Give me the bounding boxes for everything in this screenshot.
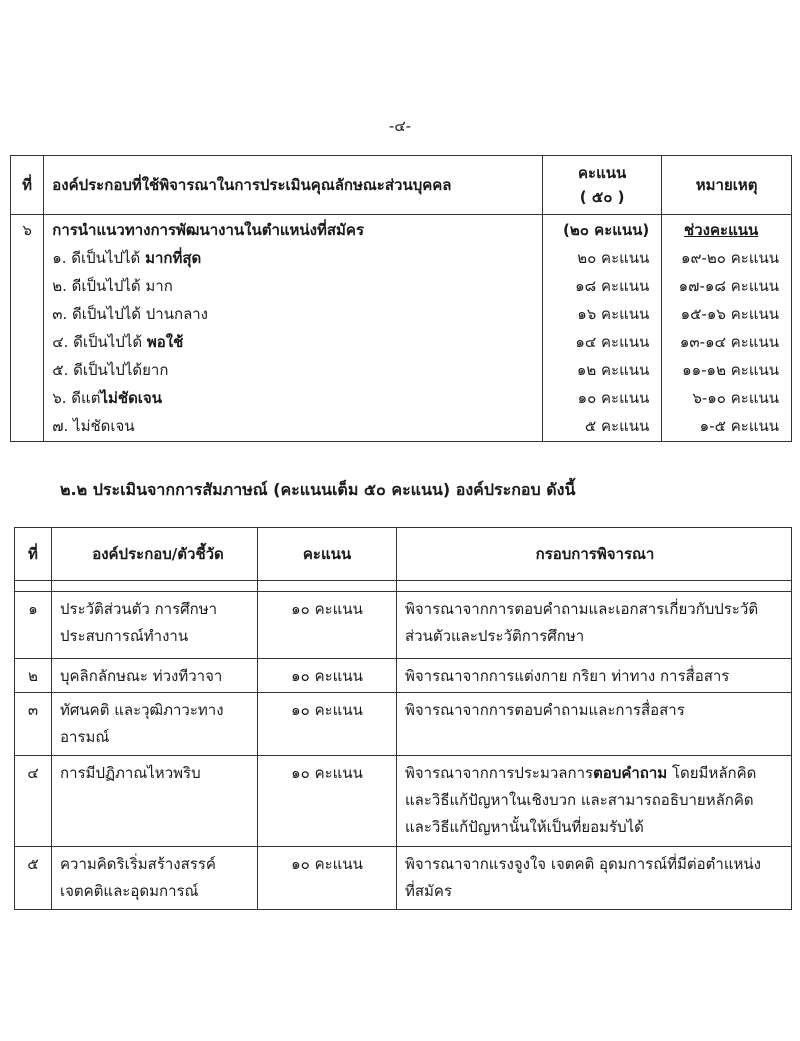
score-cell: ๑๐ คะแนน [258,847,397,910]
table-row [15,592,792,659]
indicator-cell [52,693,258,756]
item-range: ๑๓-๑๔ คะแนน [679,333,779,351]
section-heading: ๒.๒ ประเมินจากการสัมภาษณ์ (คะแนนเต็ม ๕๐ คะแนน) องค์ประกอบ ดังนี้ [60,480,576,499]
spacer-cell [52,581,258,592]
list-item [52,244,541,272]
list-item [52,328,541,356]
item-text: ๖. ดีแต่ [52,389,101,407]
item-score: ๑๔ คะแนน [575,333,650,351]
spacer-cell [258,581,397,592]
indicator-cell [52,659,258,693]
indicator-cell [52,756,258,847]
indicator-cell [52,592,258,659]
framework-line: พิจารณาจากการตอบคำถามและเอกสารเกี่ยวกับประวัติ [405,600,759,618]
framework-line: และวิธีแก้ปัญหานั้นให้เป็นที่ยอมรับได้ [405,818,644,836]
framework-line: และวิธีแก้ปัญหาในเชิงบวก และสามารถอธิบายหลักคิด [405,791,754,809]
row-no: ๒ [15,659,52,693]
item-text: ๔. ดีเป็นไปได้ [52,333,147,351]
item-score: ๑๖ คะแนน [577,305,650,323]
row-no: ๓ [15,693,52,756]
row-no: ๖ [22,221,32,239]
header-score-line2: ( ๕๐ ) [579,188,625,206]
framework-line [405,760,785,787]
component-cell [44,215,543,442]
header-framework: กรอบการพิจารณา [397,528,792,581]
header-no: ที่ [11,156,44,215]
list-item [52,412,541,440]
indicator-line: ความคิดริเริ่มสร้างสรรค์ [60,855,216,873]
indicator-line: ทัศนคติ และวุฒิภาวะทาง [60,701,224,719]
score-cell: ๑๐ คะแนน [258,756,397,847]
indicator-line: อารมณ์ [60,728,110,746]
indicator-cell [52,847,258,910]
indicator-line: การมีปฏิภาณไหวพริบ [60,764,201,782]
table-row [15,659,792,693]
framework-cell [397,592,792,659]
header-indicator: องค์ประกอบ/ตัวชี้วัด [52,528,258,581]
table-row [15,847,792,910]
item-score: ๒๐ คะแนน [577,249,650,267]
item-text: ๑. ดีเป็นไปได้ [52,249,146,267]
item-range: ๑๕-๑๖ คะแนน [680,305,779,323]
framework-line: พิจารณาจากการแต่งกาย กริยา ท่าทาง การสื่อสาร [405,667,730,685]
row-no: ๕ [15,847,52,910]
item-emphasis: พอใช้ [146,333,184,351]
score-cell: ๑๐ คะแนน [258,693,397,756]
item-emphasis: ไม่ชัดเจน [100,389,162,407]
row-no: ๔ [15,756,52,847]
item-range: ๑๙-๒๐ คะแนน [681,249,779,267]
item-text: ๓. ดีเป็นไปได้ ปานกลาง [52,305,209,323]
framework-emphasis: ตอบคำถาม [593,764,668,782]
page-number: -๔- [388,117,412,135]
table-row [15,756,792,847]
item-text: ๒. ดีเป็นไปได้ มาก [52,277,173,295]
table-header-row [15,528,792,581]
item-text: ๕. ดีเป็นไปได้ยาก [52,361,169,379]
framework-text: พิจารณาจากการประมวลการ [405,764,594,782]
component-title: การนำแนวทางการพัฒนางานในตำแหน่งที่สมัคร [52,221,365,239]
item-emphasis: มากที่สุด [145,249,202,267]
item-range: ๑๑-๑๒ คะแนน [682,361,779,379]
evaluation-table-1 [10,155,792,442]
item-score: ๑๘ คะแนน [575,277,650,295]
score-cell: ๑๐ คะแนน [258,659,397,693]
framework-line: พิจารณาจากแรงจูงใจ เจตคติ อุดมการณ์ที่มีต่อตำแหน่ง [405,855,761,873]
table-header-row [11,156,792,215]
item-score: ๑๒ คะแนน [576,361,650,379]
indicator-line: เจตคติและอุดมการณ์ [60,882,199,900]
framework-line: พิจารณาจากการตอบคำถามและการสื่อสาร [405,701,685,719]
note-title: ช่วงคะแนน [684,221,759,239]
framework-cell [397,659,792,693]
table-row [11,215,792,442]
score-cell [542,215,661,442]
interview-table [14,527,792,910]
item-text: ๗. ไม่ชัดเจน [52,417,135,435]
framework-cell [397,756,792,847]
framework-line: ที่สมัคร [405,882,453,900]
indicator-line: ประวัติส่วนตัว การศึกษา [60,600,218,618]
framework-line: ส่วนตัวและประวัติการศึกษา [405,627,585,645]
item-range: ๑๗-๑๘ คะแนน [678,277,779,295]
header-note: หมายเหตุ [662,156,792,215]
framework-cell [397,693,792,756]
framework-text: โดยมีหลักคิด [667,764,757,782]
item-range: ๑-๕ คะแนน [699,417,779,435]
indicator-line: บุคลิกลักษณะ ท่วงทีวาจา [60,667,223,685]
indicator-line: ประสบการณ์ทำงาน [60,627,189,645]
score-cell: ๑๐ คะแนน [258,592,397,659]
note-cell [662,215,792,442]
table-row [15,693,792,756]
item-range: ๖-๑๐ คะแนน [692,389,779,407]
header-component: องค์ประกอบที่ใช้พิจารณาในการประเมินคุณลักษณะส่วนบุคคล [44,156,543,215]
list-item [52,300,541,328]
header-score-line1: คะแนน [577,164,627,182]
list-item [52,384,541,412]
header-score [542,156,661,215]
spacer-cell [397,581,792,592]
framework-cell [397,847,792,910]
row-no: ๑ [15,592,52,659]
header-no: ที่ [15,528,52,581]
row-no-cell [11,215,44,442]
item-score: ๑๐ คะแนน [577,389,650,407]
title-score: (๒๐ คะแนน) [563,221,650,239]
list-item [52,356,541,384]
item-score: ๕ คะแนน [584,417,650,435]
spacer-cell [15,581,52,592]
spacer-row [15,581,792,592]
header-score: คะแนน [258,528,397,581]
list-item [52,272,541,300]
